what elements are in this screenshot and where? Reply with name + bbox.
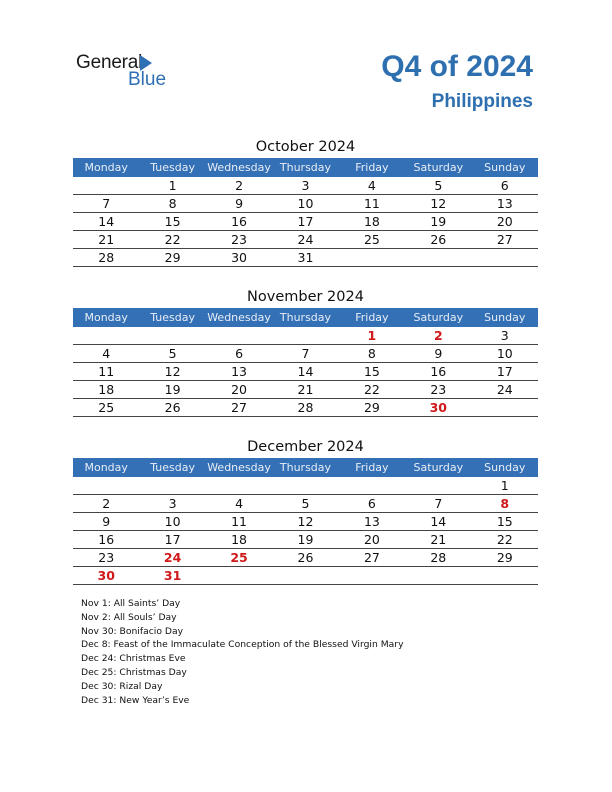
day-cell: 14	[405, 513, 471, 531]
week-row	[73, 327, 538, 345]
day-cell: 1	[472, 477, 538, 495]
day-cell: 26	[405, 231, 471, 249]
day-cell: 8	[339, 345, 405, 363]
day-cell: 15	[472, 513, 538, 531]
month-november	[73, 287, 538, 417]
week-row	[73, 195, 538, 213]
day-cell: 3	[272, 177, 338, 195]
day-cell: 9	[405, 345, 471, 363]
empty-day-cell	[139, 327, 205, 345]
week-row	[73, 477, 538, 495]
month-october	[73, 137, 538, 267]
week-row	[73, 345, 538, 363]
day-cell: 23	[73, 549, 139, 567]
page-title: Q4 of 2024	[381, 50, 533, 83]
month-title: December 2024	[247, 439, 364, 455]
logo-general-text: General	[76, 52, 143, 73]
day-cell: 29	[339, 399, 405, 417]
day-cell: 13	[472, 195, 538, 213]
day-cell: 22	[139, 231, 205, 249]
holiday-day-cell: 25	[206, 549, 272, 567]
holiday-note: Dec 30: Rizal Day	[81, 680, 163, 692]
weekday-header: Sunday	[472, 308, 538, 327]
week-row	[73, 567, 538, 585]
holiday-day-cell: 30	[73, 567, 139, 585]
day-cell: 18	[339, 213, 405, 231]
holiday-note: Nov 1: All Saints’ Day	[81, 598, 181, 609]
empty-day-cell	[339, 249, 405, 267]
day-cell: 7	[272, 345, 338, 363]
weekday-header: Saturday	[405, 458, 471, 477]
empty-day-cell	[405, 249, 471, 267]
week-row	[73, 513, 538, 531]
day-cell: 2	[73, 495, 139, 513]
weekday-header-row	[73, 158, 538, 177]
weekday-header-row	[73, 458, 538, 477]
day-cell: 27	[472, 231, 538, 249]
month-title: November 2024	[247, 289, 364, 305]
day-cell: 11	[339, 195, 405, 213]
day-cell: 9	[206, 195, 272, 213]
day-cell: 13	[339, 513, 405, 531]
week-row	[73, 531, 538, 549]
day-cell: 20	[339, 531, 405, 549]
day-cell: 18	[73, 381, 139, 399]
day-cell: 19	[272, 531, 338, 549]
holiday-note: Dec 24: Christmas Eve	[81, 653, 186, 665]
week-row	[73, 549, 538, 567]
day-cell: 16	[73, 531, 139, 549]
empty-day-cell	[73, 477, 139, 495]
weekday-header: Saturday	[405, 158, 471, 177]
day-cell: 28	[405, 549, 471, 567]
day-cell: 26	[139, 399, 205, 417]
week-row	[73, 177, 538, 195]
holiday-day-cell: 24	[139, 549, 205, 567]
day-cell: 1	[139, 177, 205, 195]
month-december	[73, 437, 538, 585]
empty-day-cell	[472, 249, 538, 267]
day-cell: 27	[339, 549, 405, 567]
day-cell: 14	[73, 213, 139, 231]
day-cell: 16	[405, 363, 471, 381]
empty-day-cell	[206, 567, 272, 585]
day-cell: 29	[139, 249, 205, 267]
day-cell: 12	[272, 513, 338, 531]
day-cell: 4	[73, 345, 139, 363]
calendar-table	[73, 308, 538, 417]
day-cell: 31	[272, 249, 338, 267]
day-cell: 21	[73, 231, 139, 249]
day-cell: 5	[139, 345, 205, 363]
logo-blue-text: Blue	[128, 69, 167, 90]
holiday-note: Dec 25: Christmas Day	[81, 666, 187, 678]
day-cell: 28	[73, 249, 139, 267]
weekday-header: Sunday	[472, 158, 538, 177]
day-cell: 20	[472, 213, 538, 231]
day-cell: 6	[472, 177, 538, 195]
day-cell: 4	[339, 177, 405, 195]
day-cell: 17	[272, 213, 338, 231]
week-row	[73, 213, 538, 231]
holiday-notes	[81, 597, 404, 707]
weekday-header: Tuesday	[139, 158, 205, 177]
day-cell: 2	[206, 177, 272, 195]
empty-day-cell	[405, 477, 471, 495]
weekday-header: Monday	[73, 308, 139, 327]
day-cell: 27	[206, 399, 272, 417]
day-cell: 11	[206, 513, 272, 531]
day-cell: 5	[272, 495, 338, 513]
weekday-header: Thursday	[272, 308, 338, 327]
holiday-note: Dec 31: New Year’s Eve	[81, 694, 190, 706]
day-cell: 7	[405, 495, 471, 513]
day-cell: 3	[139, 495, 205, 513]
empty-day-cell	[139, 477, 205, 495]
holiday-note: Dec 8: Feast of the Immaculate Conception of the Blessed Virgin Mary	[81, 639, 404, 651]
holiday-day-cell: 30	[405, 399, 471, 417]
holiday-note: Nov 30: Bonifacio Day	[81, 625, 184, 637]
day-cell: 10	[472, 345, 538, 363]
weekday-header: Wednesday	[206, 308, 272, 327]
empty-day-cell	[339, 477, 405, 495]
day-cell: 10	[139, 513, 205, 531]
week-row	[73, 399, 538, 417]
holiday-day-cell: 31	[139, 567, 205, 585]
empty-day-cell	[472, 399, 538, 417]
day-cell: 26	[272, 549, 338, 567]
weekday-header: Thursday	[272, 458, 338, 477]
empty-day-cell	[339, 567, 405, 585]
empty-day-cell	[73, 177, 139, 195]
empty-day-cell	[272, 477, 338, 495]
empty-day-cell	[472, 567, 538, 585]
day-cell: 6	[206, 345, 272, 363]
day-cell: 19	[139, 381, 205, 399]
day-cell: 10	[272, 195, 338, 213]
weekday-header: Saturday	[405, 308, 471, 327]
weekday-header: Sunday	[472, 458, 538, 477]
weekday-header-row	[73, 308, 538, 327]
calendar-table	[73, 458, 538, 585]
day-cell: 17	[472, 363, 538, 381]
weekday-header: Friday	[339, 158, 405, 177]
weekday-header: Monday	[73, 458, 139, 477]
day-cell: 13	[206, 363, 272, 381]
month-title: October 2024	[255, 139, 356, 155]
day-cell: 20	[206, 381, 272, 399]
holiday-day-cell: 2	[405, 327, 471, 345]
weekday-header: Tuesday	[139, 458, 205, 477]
day-cell: 11	[73, 363, 139, 381]
empty-day-cell	[73, 327, 139, 345]
day-cell: 19	[405, 213, 471, 231]
day-cell: 15	[339, 363, 405, 381]
week-row	[73, 381, 538, 399]
day-cell: 25	[339, 231, 405, 249]
day-cell: 5	[405, 177, 471, 195]
week-row	[73, 495, 538, 513]
holiday-day-cell: 8	[472, 495, 538, 513]
week-row	[73, 249, 538, 267]
day-cell: 22	[339, 381, 405, 399]
day-cell: 29	[472, 549, 538, 567]
day-cell: 24	[272, 231, 338, 249]
day-cell: 4	[206, 495, 272, 513]
day-cell: 16	[206, 213, 272, 231]
day-cell: 21	[405, 531, 471, 549]
calendar-table	[73, 158, 538, 267]
empty-day-cell	[405, 567, 471, 585]
day-cell: 18	[206, 531, 272, 549]
day-cell: 17	[139, 531, 205, 549]
day-cell: 28	[272, 399, 338, 417]
weekday-header: Wednesday	[206, 158, 272, 177]
brand-logo	[76, 52, 176, 92]
weekday-header: Wednesday	[206, 458, 272, 477]
holiday-day-cell: 1	[339, 327, 405, 345]
day-cell: 21	[272, 381, 338, 399]
day-cell: 23	[206, 231, 272, 249]
day-cell: 30	[206, 249, 272, 267]
day-cell: 9	[73, 513, 139, 531]
day-cell: 25	[73, 399, 139, 417]
day-cell: 23	[405, 381, 471, 399]
weekday-header: Friday	[339, 308, 405, 327]
day-cell: 7	[73, 195, 139, 213]
day-cell: 12	[139, 363, 205, 381]
empty-day-cell	[272, 567, 338, 585]
day-cell: 15	[139, 213, 205, 231]
empty-day-cell	[206, 327, 272, 345]
weekday-header: Thursday	[272, 158, 338, 177]
day-cell: 6	[339, 495, 405, 513]
day-cell: 8	[139, 195, 205, 213]
day-cell: 14	[272, 363, 338, 381]
weekday-header: Monday	[73, 158, 139, 177]
week-row	[73, 231, 538, 249]
empty-day-cell	[272, 327, 338, 345]
empty-day-cell	[206, 477, 272, 495]
day-cell: 12	[405, 195, 471, 213]
week-row	[73, 363, 538, 381]
weekday-header: Tuesday	[139, 308, 205, 327]
weekday-header: Friday	[339, 458, 405, 477]
day-cell: 3	[472, 327, 538, 345]
day-cell: 22	[472, 531, 538, 549]
holiday-note: Nov 2: All Souls’ Day	[81, 611, 177, 623]
country-name: Philippines	[431, 91, 533, 112]
day-cell: 24	[472, 381, 538, 399]
